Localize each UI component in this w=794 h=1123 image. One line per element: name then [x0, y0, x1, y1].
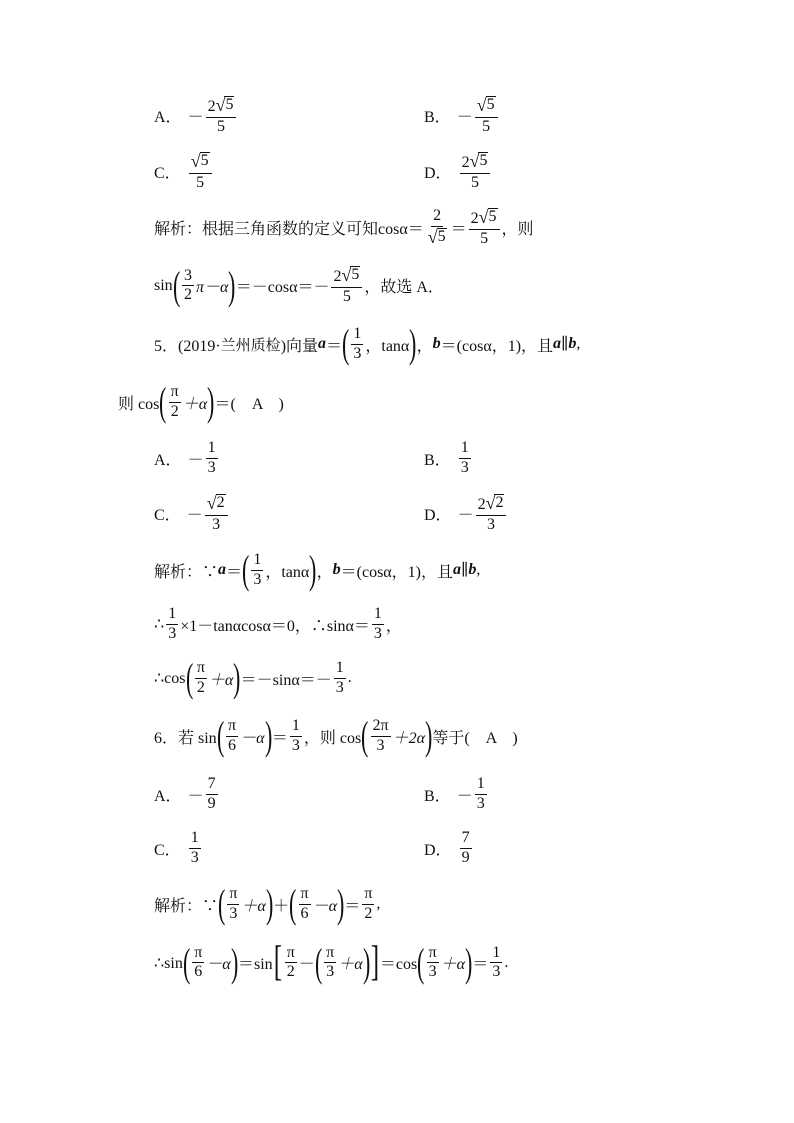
fraction: $\frac{\pi}{2}$ — [196, 659, 205, 696]
fraction: $\frac{1}{3}$ — [253, 551, 262, 588]
q5-solution-line-1: 解析：∵ a ＝ ( $\frac{1}{3}$ ，tanα ) ， b ＝(cosα，1)，且 a ∥ b , — [154, 547, 481, 593]
fraction: $\frac{\pi}{2}$ — [364, 885, 373, 922]
option-label: D． — [424, 165, 452, 183]
sqrt: √ 5 — [469, 151, 488, 171]
sign: － — [456, 109, 473, 127]
fraction: $\frac{3}{2}$ — [184, 266, 192, 304]
q6-solution-line-2: ∴sin ( $\frac{\pi}{6}$ －α ) ＝sin [ $\frac{\pi}{2}$ － ( $\frac{\pi}{3}$ ＋α ) ] ＝cos ( $\frac{\pi}{3}$ ＋α ) ＝ $\frac{1}{3}$ . — [154, 939, 509, 985]
fraction: 2 √ 5 5 — [460, 152, 491, 192]
sign: － — [187, 109, 204, 127]
q6-option-b: B． － $\frac{1}{3}$ — [424, 775, 485, 812]
fraction: $\frac{\pi}{6}$ — [194, 943, 203, 981]
fraction: $\frac{1}{3}$ — [492, 943, 501, 981]
q4-option-b — [424, 96, 500, 136]
fraction: $\frac{1}{3}$ — [460, 439, 469, 476]
option-label: C． — [154, 165, 181, 183]
fraction: $\frac{\pi}{6}$ — [300, 885, 309, 922]
fraction: 2 √ 5 5 — [331, 266, 362, 306]
solution-text: 解析：根据三角函数的定义可知cosα＝ — [154, 221, 424, 239]
q5-option-b: B． $\frac{1}{3}$ — [424, 439, 469, 476]
fraction: 2 √ 2 3 — [476, 494, 507, 534]
fraction: $\frac{\pi}{6}$ — [228, 717, 237, 754]
fraction: $\frac{\pi}{2}$ — [286, 943, 295, 981]
fraction: $\frac{2\pi}{3}$ — [372, 717, 389, 754]
option-label: A． — [154, 109, 182, 127]
fraction: $\frac{1}{3}$ — [476, 775, 485, 812]
fraction: √ 5 5 — [475, 96, 498, 136]
fraction: $\frac{1}{3}$ — [353, 325, 362, 362]
q5-stem-line-1: 5．(2019· 兰州质检 )向量 a ＝ ( $\frac{1}{3}$ ，tanα ) ， b ＝(cosα，1)，且 a ∥ b , — [154, 321, 581, 367]
fraction: $\frac{\pi}{3}$ — [428, 943, 437, 981]
fraction: 2 √ 5 5 — [469, 208, 500, 248]
sqrt: √ 5 — [215, 95, 234, 115]
q6-solution-line-1: 解析：∵ ( $\frac{\pi}{3}$ ＋α ) ＋ ( $\frac{\pi}{6}$ －α ) ＝ $\frac{\pi}{2}$ , — [154, 881, 381, 927]
q4-option-c — [154, 152, 214, 192]
q5-option-a: A． － $\frac{1}{3}$ — [154, 439, 216, 476]
fraction: $\frac{\pi}{3}$ — [229, 885, 238, 922]
q5-option-d: D． － 2 √ 2 3 — [424, 494, 508, 534]
fraction: 2 √ 5 — [427, 207, 446, 247]
q4-option-a — [154, 96, 238, 136]
fraction: $\frac{7}{9}$ — [207, 775, 216, 812]
sqrt: √ 5 — [190, 151, 209, 171]
fraction: $\frac{1}{3}$ — [373, 605, 382, 642]
fraction: $\frac{\pi}{3}$ — [326, 943, 335, 981]
q5-stem-line-2: 则 cos ( $\frac{\pi}{2}$ ＋α ) ＝( A ) — [118, 379, 284, 425]
fraction: $\frac{1}{3}$ — [190, 829, 199, 866]
q6-option-d: D． $\frac{7}{9}$ — [424, 829, 470, 866]
fraction: $\frac{1}{3}$ — [168, 605, 177, 642]
q5-solution-line-2: ∴ $\frac{1}{3}$ ×1－tanαcosα＝0，∴sinα＝ $\frac{1}{3}$ ， — [154, 605, 402, 642]
q5-option-c: C． － √ 2 3 — [154, 494, 230, 534]
fraction: $\frac{7}{9}$ — [461, 829, 470, 866]
q4-option-d — [424, 152, 492, 192]
fraction: √ 2 3 — [205, 494, 228, 534]
q6-option-a: A． － $\frac{7}{9}$ — [154, 775, 216, 812]
q4-solution-line-2: sin ( $\frac{3}{2}$ π－α ) ＝－cosα＝－ 2 √ 5 5 ，故选 A． — [154, 262, 444, 308]
q6-stem: 6．若 sin ( $\frac{\pi}{6}$ －α ) ＝ $\frac{1}{3}$ ，则 cos ( $\frac{2\pi}{3}$ ＋2α ) 等于( A ) — [154, 713, 518, 759]
q5-solution-line-3: ∴cos ( $\frac{\pi}{2}$ ＋α ) ＝－sinα＝－ $\frac{1}{3}$ . — [154, 655, 352, 701]
fraction: $\frac{1}{3}$ — [207, 439, 216, 476]
fraction: $\frac{\pi}{2}$ — [170, 383, 179, 420]
fraction: √ 5 5 — [189, 152, 212, 192]
q4-solution-line-1: 解析：根据三角函数的定义可知cosα＝ 2 √ 5 ＝ 2 √ 5 5 ，则 — [154, 207, 534, 247]
fraction: $\frac{1}{3}$ — [291, 717, 300, 754]
fraction: 2 √ 5 5 — [206, 96, 237, 136]
option-label: B． — [424, 109, 451, 127]
q6-option-c: C． $\frac{1}{3}$ — [154, 829, 199, 866]
sqrt: √ 5 — [476, 95, 495, 115]
fraction: $\frac{1}{3}$ — [335, 659, 344, 696]
